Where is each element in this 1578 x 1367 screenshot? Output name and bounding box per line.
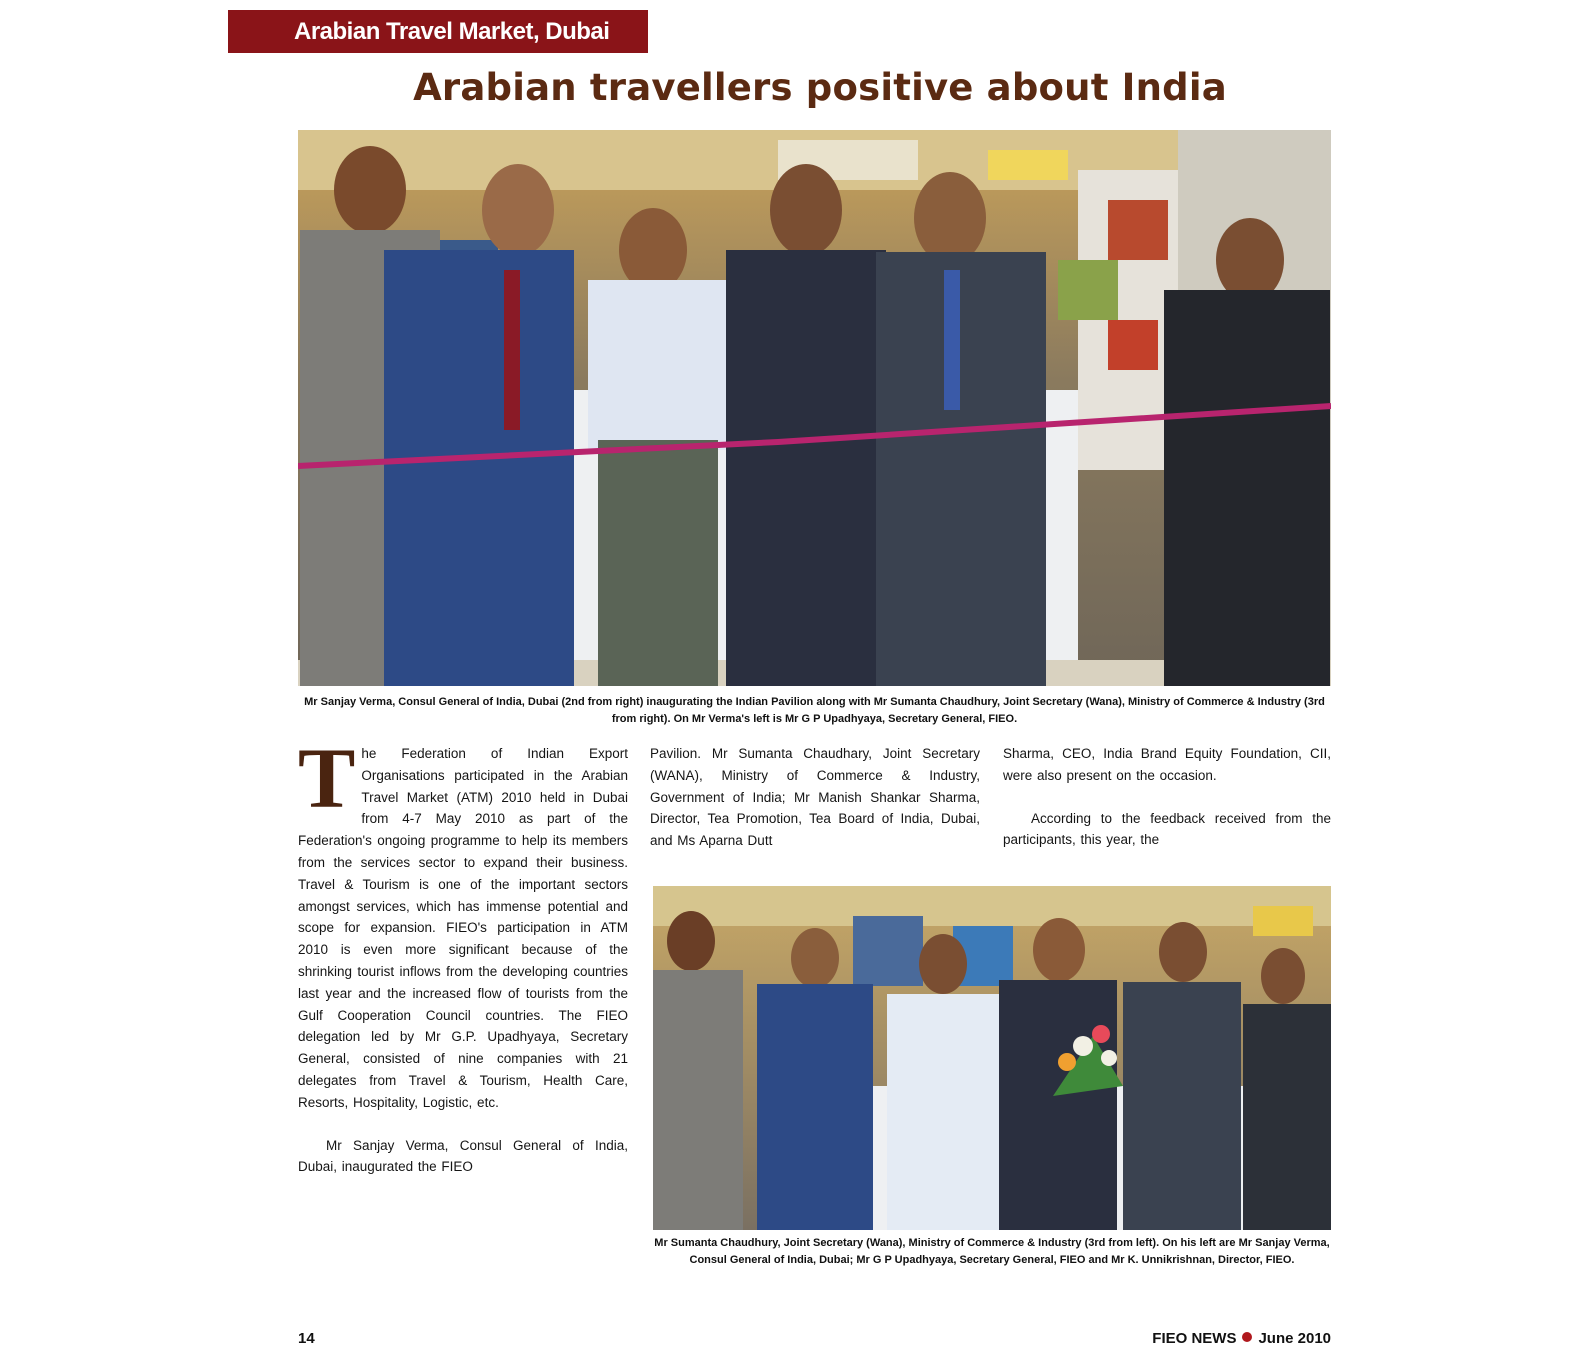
section-tag: Arabian Travel Market, Dubai (228, 10, 648, 53)
article-headline: Arabian travellers positive about India (413, 66, 1227, 109)
article-paragraph (298, 730, 628, 1114)
photo-group-bouquet (653, 886, 1331, 1230)
bullet-dot (1242, 1332, 1252, 1342)
issue-date: June 2010 (1258, 1330, 1331, 1347)
photo-bottom-caption: Mr Sumanta Chaudhury, Joint Secretary (Wana), Ministry of Commerce & Industry (3rd from left). On his left are Mr Sanjay Verma, Consul General of India, Dubai; Mr G P Upadhyaya, Secretary General, FIEO and Mr K. Unnikrishnan, Director, FIEO. (654, 1237, 1330, 1266)
photo-ribbon-cutting (298, 130, 1331, 686)
page-number: 14 (298, 1330, 315, 1347)
publication-footer (1152, 1330, 1331, 1347)
publication-name: FIEO NEWS (1152, 1330, 1237, 1347)
article-paragraph: Mr Sanjay Verma, Consul General of India, Dubai, inaugurated the FIEO (298, 1137, 628, 1175)
ribbon-cutting-image (298, 130, 1331, 686)
paragraph-text: he Federation of Indian Export Organisations participated in the Arabian Travel Market (ATM) 2010 held in Dubai from 4-7 May 2010 as part of the Federation's ongoing programme to help its members from the services sector to expand their business. Travel & Tourism is one of the important sectors amongst services, which has immense potential and scope for expansion. FIEO's participation in ATM 2010 is even more significant because of the shrinking tourist inflows from the developing countries last year and the increased flow of tourists from the Gulf Cooperation Council countries. The FIEO delegation led by Mr G.P. Upadhyaya, Secretary General, consisted of nine companies with 21 delegates from Travel & Tourism, Health Care, Resorts, Hospitality, Logistic, etc. (298, 746, 628, 1110)
group-bouquet-image (653, 886, 1331, 1230)
article-paragraph: Pavilion. Mr Sumanta Chaudhary, Joint Secretary (WANA), Ministry of Commerce & Industry, Government of India; Mr Manish Shankar Sharma, Director, Tea Promotion, Tea Board of India, Dubai, and Ms Aparna Dutt (650, 746, 980, 849)
drop-cap: T (298, 730, 356, 826)
article-paragraph: Sharma, CEO, India Brand Equity Foundation, CII, were also present on the occasion. (1003, 746, 1331, 783)
photo-top-caption: Mr Sanjay Verma, Consul General of India, Dubai (2nd from right) inaugurating the Indian Pavilion along with Mr Sumanta Chaudhury, Joint Secretary (Wana), Ministry of Commerce & Industry (3rd from right). On Mr Verma's left is Mr G P Upadhyaya, Secretary General, FIEO. (304, 696, 1325, 725)
article-column-3 (1003, 743, 1331, 851)
article-paragraph: According to the feedback received from the participants, this year, the (1003, 810, 1331, 848)
article-column-2 (650, 743, 980, 852)
article-column-1 (298, 730, 628, 1178)
